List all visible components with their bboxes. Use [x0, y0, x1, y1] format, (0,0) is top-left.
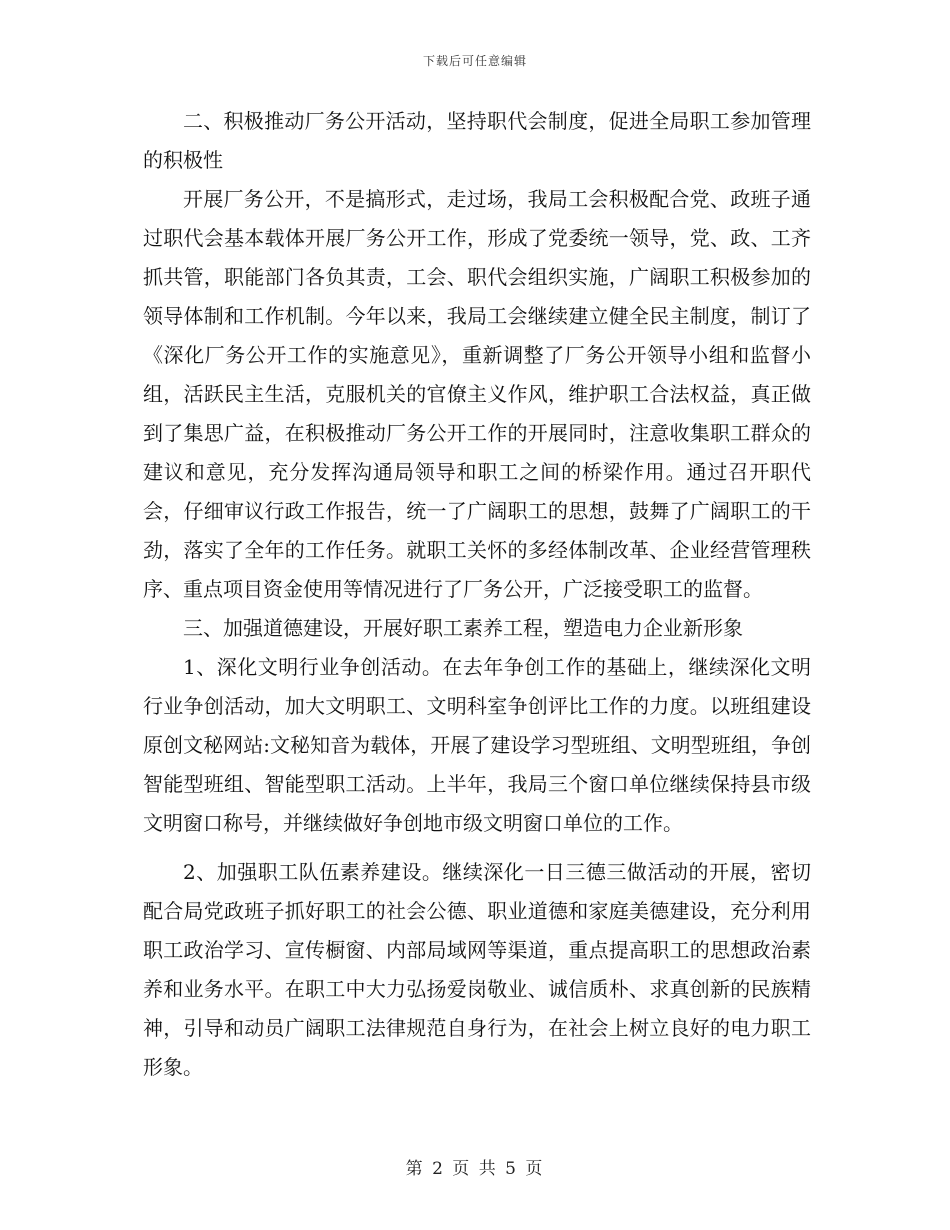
paragraph-staff-quality: 2、加强职工队伍素养建设。继续深化一日三德三做活动的开展，密切配合局党政班子抓好职工的社会公德、职业道德和家庭美德建设，充分利用职工政治学习、宣传橱窗、内部局域网等渠道，重点提高职工的思想政治素养和业务水平。在职工中大力弘扬爱岗敬业、诚信质朴、求真创新的民族精神，引导和动员广阔职工法律规范自身行为，在社会上树立良好的电力职工形象。 — [143, 860, 811, 1079]
document-body — [143, 102, 811, 1087]
paragraph-civilized-industry: 1、深化文明行业争创活动。在去年争创工作的基础上，继续深化文明行业争创活动，加大文明职工、文明科室争创评比工作的力度。以班组建设原创文秘网站:文秘知音为载体，开展了建设学习型班组、文明型班组，争创智能型班组、智能型职工活动。上半年，我局三个窗口单位继续保持县市级文明窗口称号，并继续做好争创地市级文明窗口单位的工作。 — [143, 655, 811, 835]
page-number: 第 2 页 共 5 页 — [405, 1159, 545, 1179]
paragraph-workplace-disclosure: 开展厂务公开，不是搞形式，走过场，我局工会积极配合党、政班子通过职代会基本载体开展厂务公开工作，形成了党委统一领导，党、政、工齐抓共管，职能部门各负其责，工会、职代会组织实施，广阔职工积极参加的领导体制和工作机制。今年以来，我局工会继续建立健全民主制度，制订了《深化厂务公开工作的实施意见》，重新调整了厂务公开领导小组和监督小组，活跃民主生活，克服机关的官僚主义作风，维护职工合法权益，真正做到了集思广益，在积极推动厂务公开工作的开展同时，注意收集职工群众的建议和意见，充分发挥沟通局领导和职工之间的桥梁作用。通过召开职代会，仔细审议行政工作报告，统一了广阔职工的思想，鼓舞了广阔职工的干劲，落实了全年的工作任务。就职工关怀的多经体制改革、企业经营管理秩序、重点项目资金使用等情况进行了厂务公开，广泛接受职工的监督。 — [143, 187, 811, 601]
section-heading-3: 三、加强道德建设，开展好职工素养工程，塑造电力企业新形象 — [183, 616, 743, 640]
section-heading-2: 二、积极推动厂务公开活动，坚持职代会制度，促进全局职工参加管理的积极性 — [143, 109, 811, 172]
page-header: 下载后可任意编辑 — [422, 54, 527, 68]
